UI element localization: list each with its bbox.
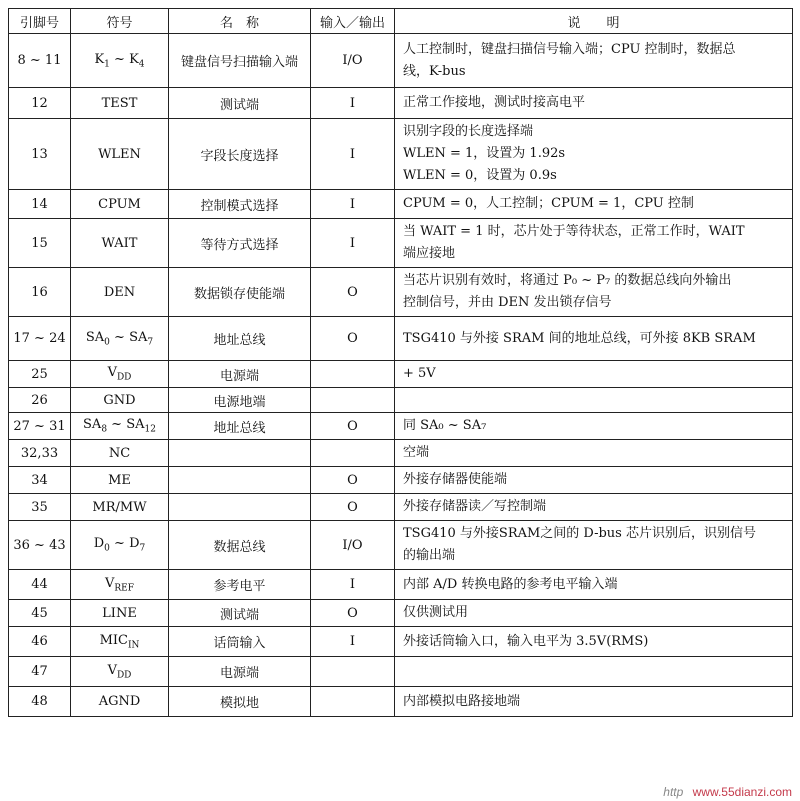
description-cell: [395, 268, 793, 317]
pin-number: 46: [31, 634, 48, 649]
description-cell: [395, 219, 793, 268]
table-row: [9, 521, 793, 570]
io-direction: I: [349, 196, 356, 212]
pin-number: 16: [31, 284, 48, 300]
symbol-range-sep: ~: [109, 329, 130, 345]
symbol-cell: [71, 190, 169, 219]
io-cell: [311, 268, 395, 317]
symbol-cell: [71, 34, 169, 88]
pin-number: 8 ~ 11: [17, 53, 62, 68]
header-symbol: 符号: [71, 9, 169, 34]
symbol-cell: [71, 361, 169, 388]
table-body: [9, 34, 793, 717]
description-cell: [395, 34, 793, 88]
io-cell: [311, 467, 395, 494]
table-row: [9, 361, 793, 388]
pin-name: 数据总线: [213, 539, 266, 555]
symbol-main: AGND: [98, 694, 141, 709]
description-line: CPUM = 0，人工控制；CPUM = 1，CPU 控制: [403, 196, 694, 211]
description-line: 内部模拟电路接地端: [403, 693, 521, 709]
name-cell: [169, 190, 311, 219]
description-line: 外接存储器读／写控制端: [403, 499, 547, 514]
pin-name: 参考电平: [213, 579, 266, 594]
symbol-range-sep: ~: [109, 536, 130, 552]
symbol-subscript: 1: [104, 59, 110, 70]
io-direction: I: [349, 634, 356, 649]
symbol-main: GND: [103, 392, 136, 408]
pin-number: 36 ~ 43: [13, 537, 66, 553]
pin-number: 13: [31, 146, 48, 162]
symbol-cell: [71, 440, 169, 467]
symbol-cell: [71, 219, 169, 268]
pin-name: 测试端: [219, 607, 259, 623]
pin-name: 控制模式选择: [200, 198, 279, 214]
pin-number: 27 ~ 31: [13, 418, 66, 434]
symbol-main: TEST: [101, 95, 138, 111]
description-line: WLEN = 1，设置为 1.92s: [403, 146, 566, 161]
symbol-main: SA: [83, 417, 102, 433]
io-cell: [311, 413, 395, 440]
symbol-end: D: [129, 536, 140, 552]
pin-cell: [9, 687, 71, 717]
io-direction: I/O: [342, 53, 363, 68]
symbol-main: ME: [108, 472, 131, 488]
table-row: [9, 219, 793, 268]
io-direction: O: [347, 284, 358, 300]
symbol-cell: [71, 687, 169, 717]
symbol-end-subscript: 12: [144, 424, 156, 435]
description-cell: [395, 440, 793, 467]
table-row: [9, 34, 793, 88]
pin-cell: [9, 657, 71, 687]
name-cell: [169, 413, 311, 440]
io-cell: [311, 317, 395, 361]
name-cell: [169, 361, 311, 388]
table-row: [9, 600, 793, 627]
symbol-end: SA: [129, 329, 148, 345]
header-description: 说 明: [395, 9, 793, 34]
table-row: [9, 190, 793, 219]
name-cell: [169, 388, 311, 413]
name-cell: [169, 627, 311, 657]
name-cell: [169, 494, 311, 521]
description-line: 端应接地: [403, 246, 456, 261]
io-direction: I: [349, 235, 356, 251]
description-cell: [395, 657, 793, 687]
table-row: [9, 88, 793, 119]
io-direction: I: [349, 95, 356, 111]
pin-cell: [9, 119, 71, 190]
symbol-main: V: [105, 575, 115, 591]
symbol-cell: [71, 268, 169, 317]
io-cell: [311, 687, 395, 717]
symbol-subscript: IN: [127, 640, 140, 651]
pin-cell: [9, 190, 71, 219]
pin-name: 地址总线: [213, 420, 266, 436]
io-cell: [311, 570, 395, 600]
description-cell: [395, 317, 793, 361]
symbol-cell: [71, 627, 169, 657]
symbol-subscript: 8: [101, 424, 108, 435]
io-direction: O: [347, 605, 358, 621]
table-row: [9, 687, 793, 717]
description-line: 人工控制时，键盘扫描信号输入端；CPU 控制时，数据总: [403, 41, 736, 57]
description-line: 外接存储器使能端: [403, 472, 508, 487]
name-cell: [169, 219, 311, 268]
symbol-end: SA: [126, 417, 145, 433]
io-cell: [311, 494, 395, 521]
table-row: [9, 657, 793, 687]
io-cell: [311, 190, 395, 219]
pin-cell: [9, 361, 71, 388]
name-cell: [169, 317, 311, 361]
description-line: 同 SA₀ ~ SA₇: [403, 418, 487, 433]
table-row: [9, 119, 793, 190]
pin-name: 数据锁存使能端: [193, 286, 285, 302]
table-row: [9, 413, 793, 440]
pin-number: 44: [31, 577, 48, 592]
description-cell: [395, 119, 793, 190]
description-cell: [395, 190, 793, 219]
symbol-end-subscript: 4: [138, 59, 145, 70]
symbol-main: MIC: [99, 632, 128, 648]
table-header-row: [9, 9, 793, 34]
symbol-main: DEN: [103, 284, 136, 300]
description-cell: [395, 494, 793, 521]
pin-name: 键盘信号扫描输入端: [180, 55, 298, 70]
io-cell: [311, 440, 395, 467]
description-line: 控制信号，并由 DEN 发出锁存信号: [403, 295, 612, 310]
description-cell: [395, 361, 793, 388]
description-line: + 5V: [403, 366, 436, 381]
pin-number: 25: [31, 366, 48, 382]
symbol-cell: [71, 317, 169, 361]
symbol-range-sep: ~: [109, 51, 130, 67]
watermark: [663, 785, 792, 799]
watermark-left: http: [663, 785, 684, 799]
description-cell: [395, 467, 793, 494]
table-row: [9, 268, 793, 317]
name-cell: [169, 521, 311, 570]
description-line: TSG410 与外接SRAM之间的 D-bus 芯片识别后，识别信号: [403, 526, 756, 541]
io-cell: [311, 119, 395, 190]
description-cell: [395, 687, 793, 717]
symbol-subscript: REF: [114, 583, 134, 594]
description-line: 的输出端: [403, 548, 456, 563]
pin-cell: [9, 627, 71, 657]
pin-name: 地址总线: [213, 333, 266, 348]
pin-name: 字段长度选择: [200, 148, 279, 164]
io-cell: [311, 219, 395, 268]
description-cell: [395, 388, 793, 413]
pin-number: 35: [31, 499, 48, 515]
pin-cell: [9, 34, 71, 88]
description-cell: [395, 88, 793, 119]
pin-cell: [9, 600, 71, 627]
symbol-main: SA: [85, 329, 105, 345]
description-line: 当芯片识别有效时，将通过 P₀ ~ P₇ 的数据总线向外输出: [403, 273, 732, 288]
io-direction: O: [347, 418, 358, 434]
name-cell: [169, 467, 311, 494]
pin-number: 14: [31, 196, 48, 212]
symbol-main: V: [107, 662, 117, 678]
pin-number: 45: [31, 605, 48, 621]
pin-name: 电源端: [219, 666, 259, 681]
pin-cell: [9, 494, 71, 521]
symbol-subscript: DD: [116, 670, 132, 681]
pin-number: 12: [31, 95, 48, 111]
symbol-main: LINE: [102, 605, 137, 621]
name-cell: [169, 600, 311, 627]
io-cell: [311, 388, 395, 413]
pin-number: 17 ~ 24: [13, 331, 66, 346]
table-row: [9, 467, 793, 494]
pin-name: 话筒输入: [213, 636, 266, 651]
description-line: 正常工作接地，测试时接高电平: [403, 95, 586, 110]
io-direction: O: [347, 499, 358, 515]
pin-name: 测试端: [219, 97, 259, 113]
pin-number: 26: [31, 392, 48, 408]
name-cell: [169, 268, 311, 317]
symbol-cell: [71, 413, 169, 440]
name-cell: [169, 570, 311, 600]
description-line: 空端: [403, 445, 430, 460]
symbol-end-subscript: 7: [147, 337, 154, 348]
pin-cell: [9, 317, 71, 361]
symbol-main: K: [94, 51, 105, 67]
symbol-subscript: 0: [104, 337, 110, 348]
symbol-cell: [71, 494, 169, 521]
io-direction: I/O: [342, 537, 363, 553]
pin-number: 48: [31, 694, 48, 709]
pin-cell: [9, 88, 71, 119]
symbol-main: MR/MW: [92, 499, 147, 515]
name-cell: [169, 88, 311, 119]
table-row: [9, 494, 793, 521]
symbol-cell: [71, 119, 169, 190]
io-cell: [311, 34, 395, 88]
description-line: 线，K-bus: [403, 63, 466, 79]
description-line: 外接话筒输入口，输入电平为 3.5V(RMS): [403, 633, 649, 649]
pin-cell: [9, 440, 71, 467]
description-line: 识别字段的长度选择端: [403, 124, 534, 139]
io-cell: [311, 361, 395, 388]
io-cell: [311, 627, 395, 657]
symbol-cell: [71, 88, 169, 119]
io-direction: O: [347, 472, 358, 488]
symbol-main: WLEN: [98, 146, 141, 162]
pin-number: 47: [31, 664, 48, 679]
symbol-end: K: [129, 51, 139, 67]
symbol-subscript: 0: [104, 543, 110, 554]
pin-number: 15: [31, 235, 48, 251]
symbol-range-sep: ~: [107, 417, 127, 433]
description-line: 当 WAIT = 1 时，芯片处于等待状态，正常工作时，WAIT: [403, 224, 745, 239]
header-name: 名 称: [169, 9, 311, 34]
name-cell: [169, 119, 311, 190]
pin-name: 等待方式选择: [200, 237, 279, 253]
symbol-main: V: [107, 365, 117, 381]
watermark-site: www.55dianzi.com: [692, 785, 792, 799]
pin-cell: [9, 268, 71, 317]
header-pin: 引脚号: [9, 9, 71, 34]
description-cell: [395, 627, 793, 657]
symbol-cell: [71, 600, 169, 627]
pin-cell: [9, 467, 71, 494]
table-row: [9, 317, 793, 361]
description-line: 内部 A/D 转换电路的参考电平输入端: [403, 576, 618, 592]
pin-cell: [9, 413, 71, 440]
symbol-subscript: DD: [116, 372, 132, 383]
io-cell: [311, 88, 395, 119]
pin-number: 32,33: [20, 445, 59, 461]
pin-cell: [9, 219, 71, 268]
symbol-cell: [71, 467, 169, 494]
pin-cell: [9, 570, 71, 600]
table-row: [9, 627, 793, 657]
table-row: [9, 570, 793, 600]
name-cell: [169, 687, 311, 717]
io-cell: [311, 657, 395, 687]
pin-cell: [9, 388, 71, 413]
io-cell: [311, 521, 395, 570]
io-direction: O: [347, 331, 358, 346]
name-cell: [169, 657, 311, 687]
description-line: TSG410 与外接 SRAM 间的地址总线，可外接 8KB SRAM: [403, 330, 756, 346]
header-io: 输入／输出: [311, 9, 395, 34]
description-line: WLEN = 0，设置为 0.9s: [403, 168, 557, 183]
symbol-main: D: [93, 536, 105, 552]
symbol-cell: [71, 521, 169, 570]
symbol-cell: [71, 657, 169, 687]
symbol-main: CPUM: [98, 196, 141, 212]
pin-name: 电源地端: [213, 394, 266, 410]
symbol-cell: [71, 388, 169, 413]
io-direction: I: [349, 146, 356, 162]
pin-cell: [9, 521, 71, 570]
pin-name: 电源端: [219, 368, 259, 384]
description-cell: [395, 521, 793, 570]
symbol-main: WAIT: [101, 235, 138, 251]
name-cell: [169, 440, 311, 467]
table-row: [9, 388, 793, 413]
description-cell: [395, 600, 793, 627]
symbol-end-subscript: 7: [139, 543, 146, 554]
description-cell: [395, 413, 793, 440]
name-cell: [169, 34, 311, 88]
io-direction: I: [349, 577, 356, 592]
io-cell: [311, 600, 395, 627]
symbol-cell: [71, 570, 169, 600]
symbol-main: NC: [108, 445, 131, 461]
table-row: [9, 440, 793, 467]
pin-name: 模拟地: [219, 696, 259, 711]
description-line: 仅供测试用: [403, 605, 469, 620]
description-cell: [395, 570, 793, 600]
pin-function-table: [8, 8, 793, 717]
pin-number: 34: [31, 472, 48, 488]
